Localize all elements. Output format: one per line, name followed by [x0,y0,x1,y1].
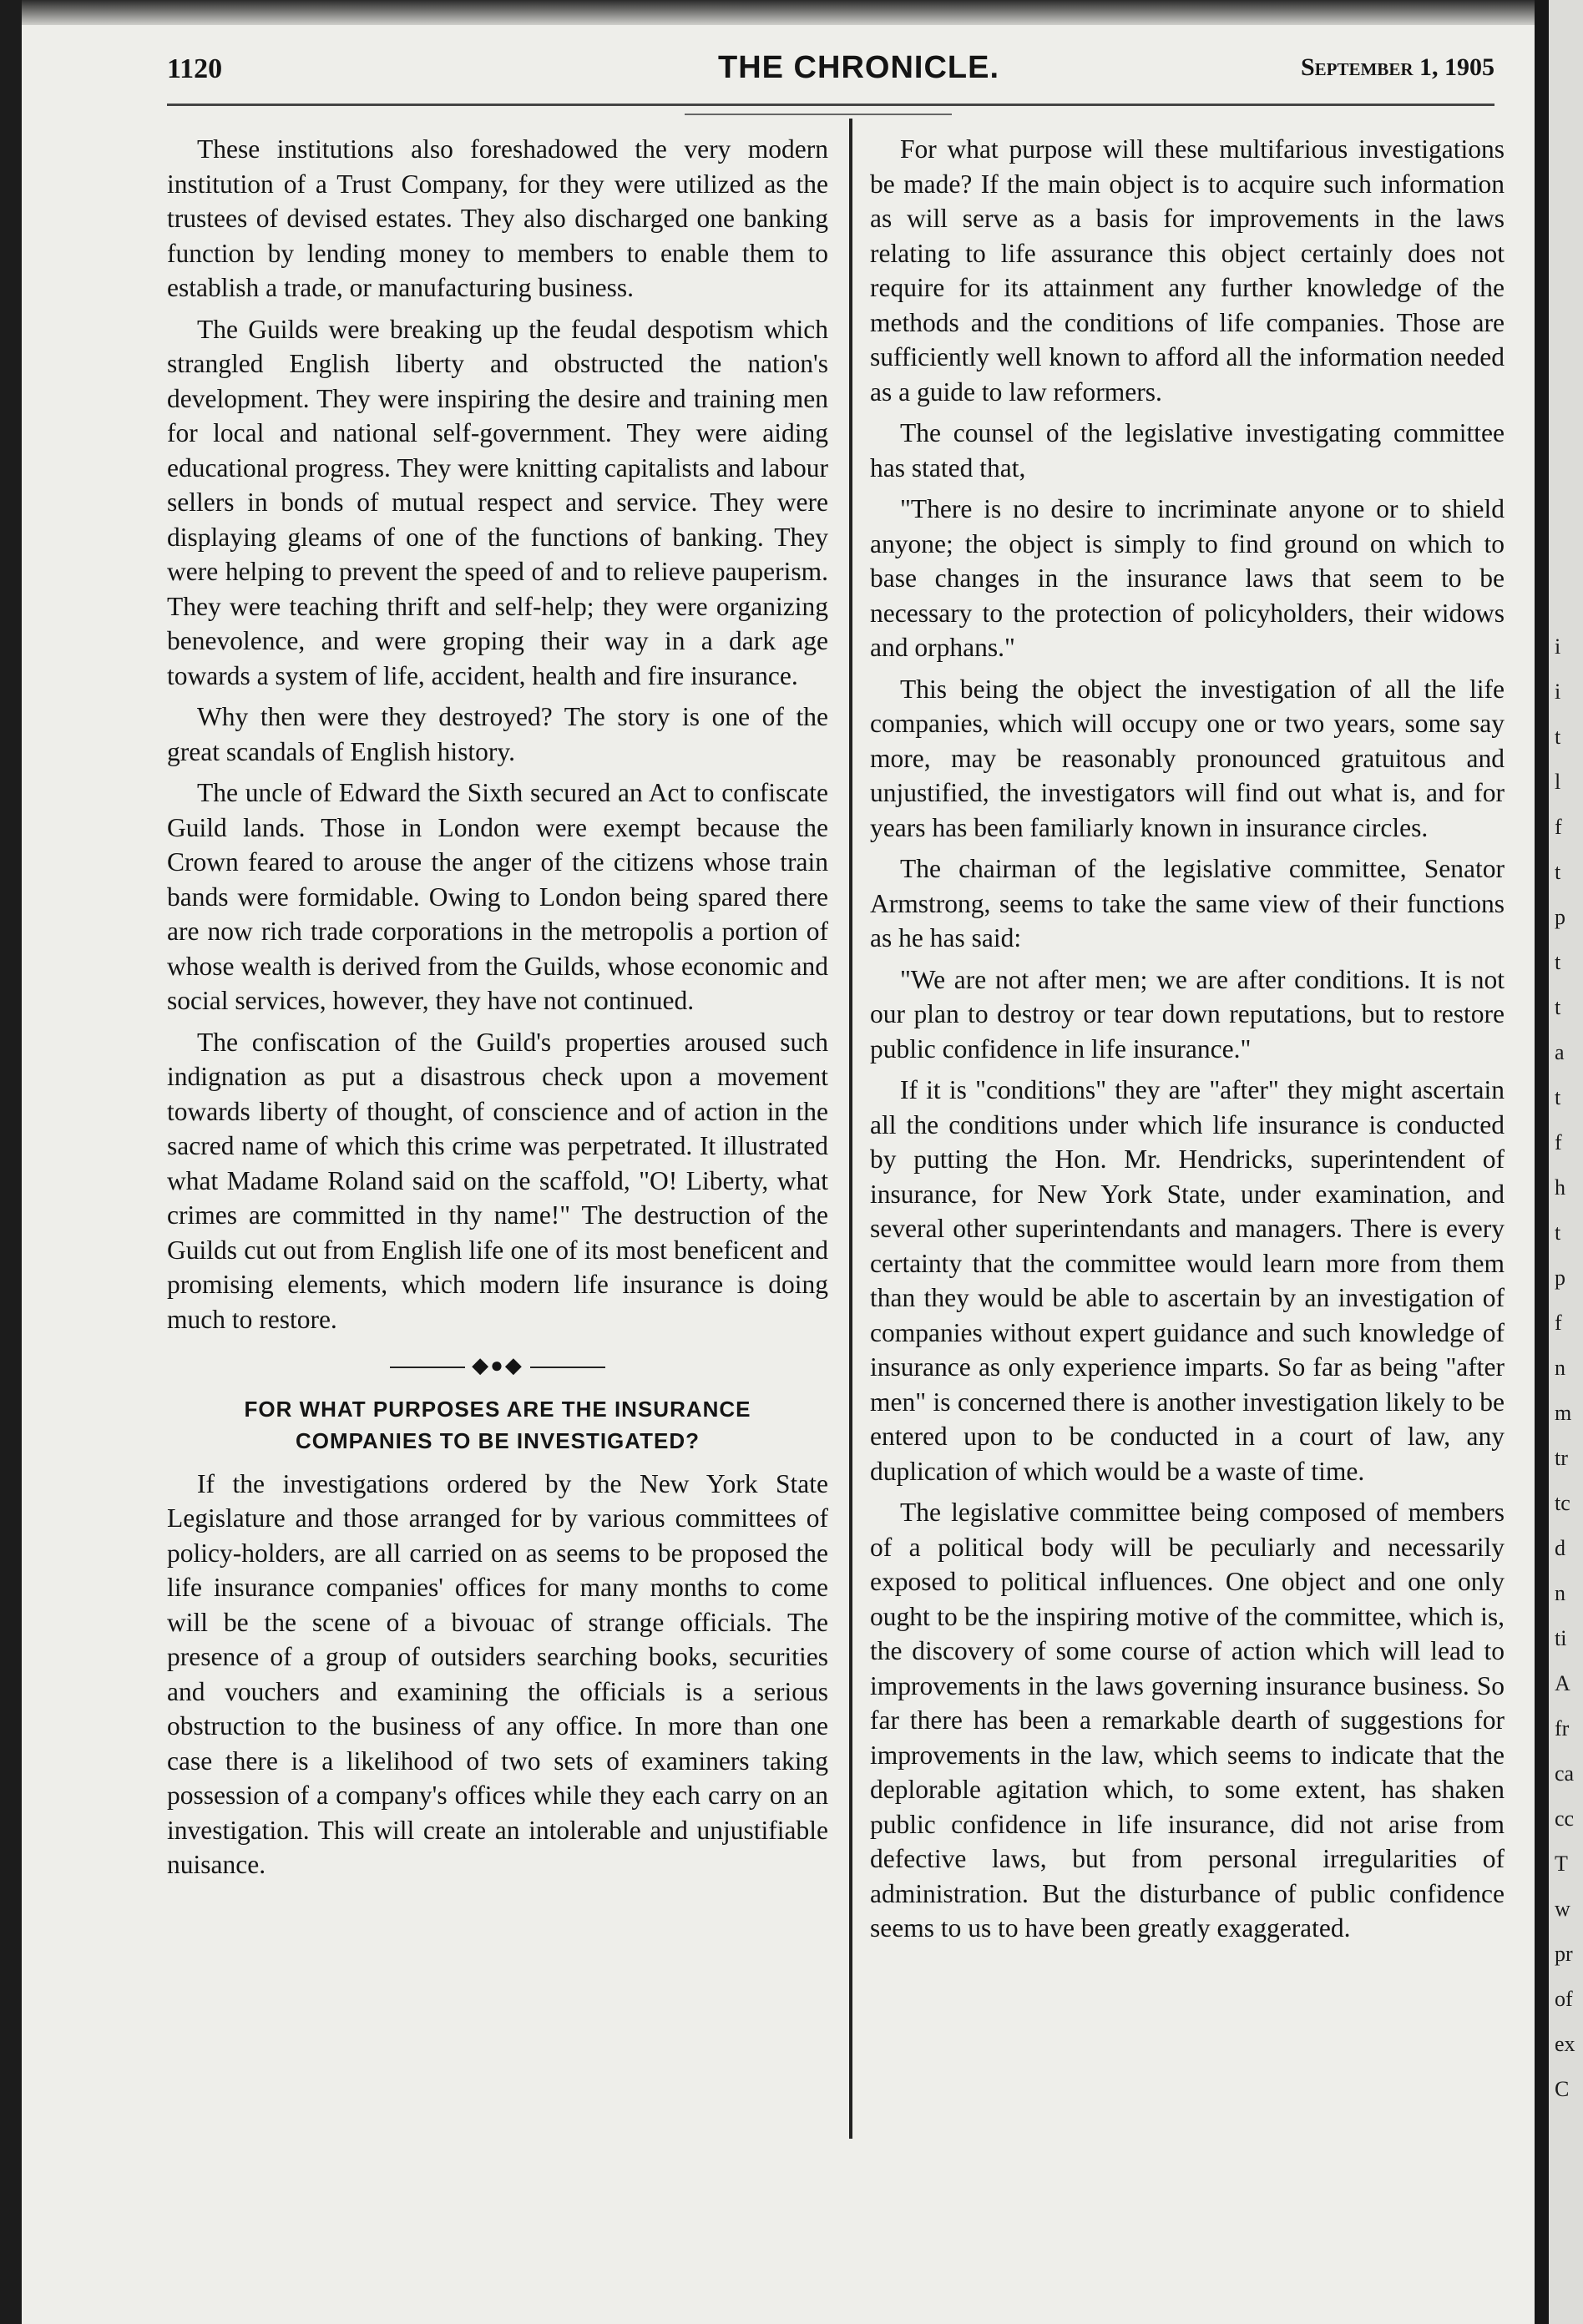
margin-letter: t [1555,1085,1561,1109]
paragraph: Why then were they destroyed? The story is one of the great scandals of English history. [167,702,828,766]
paragraph: The legislative committee being composed of members of a political body will be peculiarly and necessarily exposed to political influences. One object and one only ought to be the inspiring motive of the committee, which is, the discovery of some course of action which will lead to improvements in the laws governing insurance business. So far there has been a remarkable dearth of suggestions for improvements in the law, which seems to indicate that the deplorable agitation which, to some extent, has shaken public confidence in life insurance, did not arise from defective laws, but from personal irregularities of administration. But the disturbance of public confidence seems to us to have been greatly exaggerated. [870,1498,1505,1943]
paragraph: The chairman of the legislative committee, Senator Armstrong, seems to take the same view of their functions as he has said: [870,854,1505,952]
margin-letter: A [1555,1671,1570,1695]
margin-letter: f [1555,1130,1562,1154]
margin-letter: t [1555,860,1561,884]
margin-letter: f [1555,815,1562,839]
margin-letter: p [1555,905,1565,929]
ornament-rule [530,1367,605,1368]
margin-letter: C [1555,2077,1570,2101]
header-rule-short [685,114,952,115]
paragraph: If it is "conditions" they are "after" they might ascertain all the conditions under which life insurance is conducted by putting the Hon. Mr. Hendricks, superintendent of insurance, for New York State, under examination, and several other superintendants and managers. There is every certainty that the committee would learn more from them than they would be able to ascertain by an investigation of companies without expert guidance and such knowledge of insurance as only experience imparts. So far as being "after men" is concerned there is another investigation likely to be entered upon to be conducted in a court of law, any duplication of which would be a waste of time. [870,1075,1505,1486]
paragraph: For what purpose will these multifarious investigations be made? If the main object is to acquire such information as will serve as a basis for improvements in the laws relating to life assurance this object certainly does not require for its attainment any further knowledge of the methods and the conditions of life companies. Those are sufficiently well known to afford all the information needed as a guide to law reformers. [870,134,1505,407]
margin-letter: cc [1555,1806,1575,1831]
margin-letter: T [1555,1852,1568,1876]
margin-letter: tr [1555,1446,1568,1470]
section-heading-line: COMPANIES TO BE INVESTIGATED? [295,1427,700,1453]
margin-letter: of [1555,1987,1573,2011]
journal-title: THE CHRONICLE. [718,50,999,85]
margin-letter: l [1555,770,1561,794]
margin-letter: a [1555,1040,1565,1064]
paragraph: If the investigations ordered by the New York State Legislature and those arranged for by various committees of policy-holders, are all carried on as seems to be proposed the life insurance companies' offices for many months to come will be the scene of a bivouac of strange officials. The presence of a group of outsiders searching books, securities and vouchers and examining the officials is a serious obstruction to the business of any office. In more than one case there is a likelihood of two sets of examiners taking possession of a company's offices while they each carry on an investigation. This will create an intolerable and unjustifiable nuisance. [167,1468,828,1879]
margin-letter: ti [1555,1626,1567,1650]
section-ornament [167,1348,828,1383]
margin-letter: t [1555,950,1561,974]
margin-letter: t [1555,995,1561,1019]
left-column [167,132,828,1889]
header-rule [167,104,1494,106]
margin-letter: tc [1555,1491,1570,1515]
paragraph: The counsel of the legislative investigating committee has stated that, [870,418,1505,482]
margin-letter: h [1555,1175,1565,1200]
issue-date: September 1, 1905 [1300,53,1494,81]
margin-letter: t [1555,1220,1561,1245]
margin-letter: d [1555,1536,1565,1560]
paragraph: The Guilds were breaking up the feudal despotism which strangled English liberty and obstructed the nation's development. They were inspiring the desire and training men for local and national self-government. They were aiding educational progress. They were knitting capitalists and labour sellers in bonds of mutual respect and service. They were displaying gleams of one of the functions of banking. They were helping to prevent the speed of and to relieve pauperism. They were teaching thrift and self-help; they were organizing benevolence, and were groping their way in a dark age towards a system of life, accident, health and fire insurance. [167,314,828,690]
margin-letter: ca [1555,1761,1575,1786]
margin-letter: t [1555,725,1561,749]
page-number: 1120 [167,53,223,84]
scan-top-edge [0,0,1583,25]
column-divider [849,119,852,2139]
margin-letter: w [1555,1897,1570,1921]
ornament-rule [390,1367,465,1368]
margin-letter: n [1555,1581,1565,1605]
right-column [870,132,1505,1953]
section-heading [167,1393,828,1457]
paragraph: The uncle of Edward the Sixth secured an Act to confiscate Guild lands. Those in London were exempt because the Crown feared to arouse the anger of the citizens whose train bands were formidable. Owing to London being spared there are now rich trade corporations in the metropolis a portion of whose wealth is derived from the Guilds, whose economic and social services, however, they have not continued. [167,778,828,1015]
section-heading-line: FOR WHAT PURPOSES ARE THE INSURANCE [244,1396,751,1422]
page-header [167,50,1494,104]
margin-letter: pr [1555,1942,1573,1966]
margin-letter: f [1555,1311,1562,1335]
margin-letter: p [1555,1266,1565,1290]
scan-left-edge [0,0,22,2324]
adjacent-page-strip [1549,0,1583,2324]
margin-letter: i [1555,634,1561,659]
paragraph: These institutions also foreshadowed the very modern institution of a Trust Company, for they were utilized as the trustees of devised estates. They also discharged one banking function by lending money to members to enable them to establish a trade, or manufacturing business. [167,134,828,302]
margin-letter: fr [1555,1716,1570,1740]
margin-letter: ex [1555,2032,1575,2056]
quote-paragraph: "We are not after men; we are after conditions. It is not our plan to destroy or tear down reputations, but to restore public confidence in life insurance." [870,964,1505,1063]
quote-paragraph: "There is no desire to incriminate anyone or to shield anyone; the object is simply to find ground on which to base changes in the insurance laws that seem to be necessary to the protection of policyholders, their widows and orphans." [870,494,1505,662]
margin-letter: i [1555,680,1561,704]
paragraph: This being the object the investigation of all the life companies, which will occupy one or two years, some say more, may be reasonably pronounced gratuitous and unjustified, the investigators will find out what is, and for years has been familiarly known in insurance circles. [870,674,1505,842]
margin-letter: n [1555,1356,1565,1380]
margin-letter: m [1555,1401,1572,1425]
paragraph: The confiscation of the Guild's properties aroused such indignation as put a disastrous check upon a movement towards liberty of thought, of conscience and of action in the sacred name of which this crime was perpetrated. It illustrated what Madame Roland said on the scaffold, "O! Liberty, what crimes are committed in thy name!" The destruction of the Guilds cut out from English life one of its most beneficent and promising elements, which modern life insurance is doing much to restore. [167,1027,828,1334]
ornament-glyph: ◆●◆ [472,1353,523,1377]
